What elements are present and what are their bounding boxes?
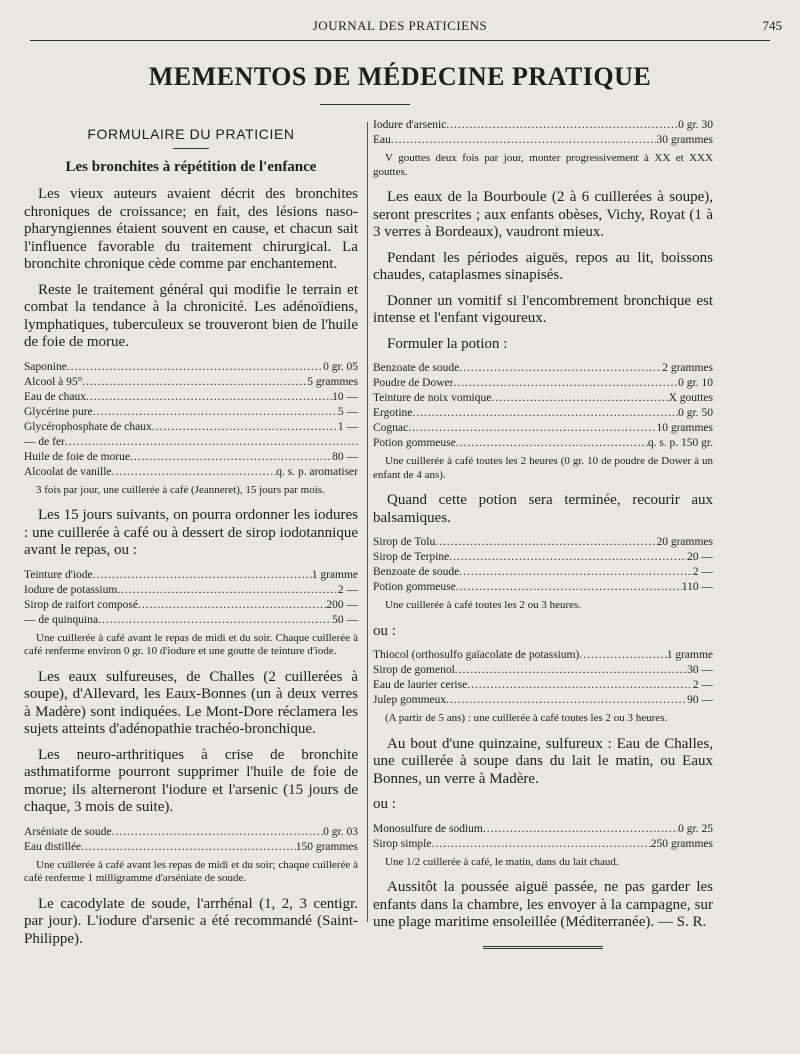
ingredient-quantity: 10 grammes (656, 422, 713, 434)
paragraph: Quand cette potion sera terminée, recourir aux balsamiques. (373, 492, 713, 526)
prescription-line (373, 693, 713, 708)
ingredient-quantity: 0 gr. 30 (678, 119, 713, 131)
header-rule (30, 40, 770, 41)
prescription-line (373, 678, 713, 693)
page-number: 745 (762, 18, 782, 33)
prescription-line (373, 361, 713, 376)
prescription-note: Une 1/2 cuillerée à café, le matin, dans du lait chaud. (385, 855, 619, 868)
ingredient-quantity: 1 — (337, 420, 358, 433)
ingredient-name: Saponine (24, 360, 67, 373)
ingredient-name: Glycérophosphate de chaux (24, 420, 152, 433)
prescription-note: Une cuillerée à café avant le repas de midi et du soir. Chaque cuillerée à café renferme environ 0 gr. 10 d'iodure et une goutte de teinture d'iode. (24, 631, 358, 657)
ingredient-quantity: 20 grammes (656, 536, 713, 548)
leader-dots (579, 648, 666, 663)
paragraph: ou : (373, 796, 396, 812)
ingredient-quantity: 30 — (687, 664, 713, 676)
leader-dots (65, 435, 358, 450)
leader-dots (467, 678, 693, 693)
paragraph: ou : (373, 622, 396, 639)
ingredient-name: Julep gommeux (373, 694, 447, 706)
ingredient-quantity: 0 gr. 25 (678, 822, 713, 835)
leader-dots (456, 436, 648, 451)
prescription-line (373, 406, 713, 421)
leader-dots (130, 450, 332, 465)
paragraph: Donner un vomitif si l'encombrement bronchique est intense et l'enfant vigoureux. (373, 292, 713, 326)
ingredient-quantity: X gouttes (668, 392, 713, 404)
ingredient-name: — de quinquina (24, 613, 99, 626)
prescription-note: Une cuillerée à café avant les repas de midi et du soir; chaque cuillerée à café renferme 1 milligramme d'arséniate de soude. (24, 858, 358, 884)
prescription-line (24, 613, 358, 628)
leader-dots (456, 580, 682, 595)
prescription (24, 360, 358, 480)
prescription-note: (A partir de 5 ans) : une cuillerée à café toutes les 2 ou 3 heures. (385, 712, 668, 724)
column-divider (367, 122, 368, 922)
prescription-line (373, 822, 713, 837)
ingredient-name: Eau de chaux (24, 390, 86, 403)
ingredient-quantity: 90 — (687, 694, 713, 706)
leader-dots (93, 405, 338, 420)
ingredient-name: Thiocol (orthosulfo gaïacolate de potassium) (373, 649, 580, 661)
leader-dots (412, 406, 678, 421)
prescription-line (373, 837, 713, 852)
ingredient-quantity: 0 gr. 50 (678, 407, 713, 419)
leader-dots (483, 822, 678, 837)
ingredient-name: Monosulfure de sodium (373, 822, 483, 835)
end-rule (483, 946, 603, 949)
page-header (0, 18, 800, 38)
ingredient-quantity: 0 gr. 10 (678, 377, 713, 389)
prescription-line (373, 391, 713, 406)
prescription-line (373, 565, 713, 580)
leader-dots (449, 550, 687, 565)
paragraph: Les neuro-arthritiques à crise de bronchite asthmatiforme pourront supprimer l'huile de foie de morue; ils alterneront l'iodure et l'arsenic (15 jours de chaque, 3 mois de suite). (24, 746, 358, 815)
ingredient-quantity: 2 — (337, 583, 358, 596)
ingredient-name: Sirop de gomenol (373, 664, 455, 676)
prescription-line (24, 390, 358, 405)
ingredient-quantity: 5 grammes (307, 375, 358, 388)
leader-dots (459, 565, 693, 580)
ingredient-quantity: 0 gr. 05 (323, 360, 358, 373)
paragraph: Au bout d'une quinzaine, sulfureux : Eau de Challes, une cuillerée à soupe dans du lait le matin, ou Eaux Bonnes, un verre à Madère. (373, 735, 713, 787)
prescription-line (24, 450, 358, 465)
ingredient-quantity: 30 grammes (656, 134, 713, 146)
ingredient-name: Benzoate de soude (373, 362, 460, 374)
section-rule (173, 148, 209, 149)
prescription (373, 822, 713, 852)
prescription-note: Une cuillerée à café toutes les 2 heures (0 gr. 10 de poudre de Dower à un enfant de 4 ans). (373, 455, 713, 481)
prescription-line (24, 435, 358, 450)
prescription-line (24, 568, 358, 583)
prescription-note: Une cuillerée à café toutes les 2 ou 3 heures. (385, 599, 582, 611)
ingredient-name: Eau distillée (24, 840, 82, 853)
paragraph: Les vieux auteurs avaient décrit des bronchites chroniques de croissance; en fait, des lésions naso-pharyngiennes étaient souvent en cause, et chacun sait l'influence favorable du traitement chirurgical. La bronchite chronique cède comme par enchantement. (24, 186, 358, 272)
leader-dots (491, 391, 668, 406)
prescription (24, 568, 358, 628)
paragraph: Pendant les périodes aiguës, repos au lit, boissons chaudes, cataplasmes sinapisés. (373, 249, 713, 283)
prescription-line (24, 840, 358, 855)
ingredient-name: Iodure d'arsenic (373, 119, 447, 131)
leader-dots (459, 361, 662, 376)
title-rule (320, 104, 410, 105)
prescription-line (24, 420, 358, 435)
prescription-line (373, 648, 713, 663)
ingredient-quantity: 200 — (326, 598, 358, 611)
paragraph: Les eaux de la Bourboule (2 à 6 cuillerées à soupe), seront prescrites ; aux enfants obèses, Vichy, Royat (1 à 3 verres à Bordeaux), vaudront mieux. (373, 189, 713, 240)
prescription-line (24, 405, 358, 420)
section-title: FORMULAIRE DU PRATICIEN (87, 126, 295, 142)
leader-dots (435, 535, 656, 550)
prescription-line (24, 360, 358, 375)
ingredient-quantity: 5 — (337, 405, 358, 418)
prescription-line (373, 550, 713, 565)
leader-dots (82, 375, 307, 390)
leader-dots (152, 420, 338, 435)
paragraph: Les eaux sulfureuses, de Challes (2 cuillerées à soupe), d'Allevard, les Eaux-Bonnes (un à deux verres à Madère) sont indiquées. Le Mont-Dore réclamera les sujets atteints d'adénopathie trachéo-bronchique. (24, 668, 358, 737)
ingredient-quantity: 1 gramme (666, 649, 713, 661)
ingredient-name: Cognac (373, 422, 409, 434)
ingredient-quantity: 2 — (692, 679, 713, 691)
right-column (373, 118, 713, 949)
leader-dots (86, 390, 332, 405)
prescription-note: V gouttes deux fois par jour, monter progressivement à XX et XXX gouttes. (373, 152, 713, 178)
leader-dots (67, 360, 323, 375)
prescription-line (373, 376, 713, 391)
ingredient-name: Sirop de Tolu (373, 536, 436, 548)
paragraph: Les 15 jours suivants, on pourra ordonner les iodures : une cuillerée à café ou à dessert de sirop iodotannique avant le repas, ou : (24, 507, 358, 558)
leader-dots (408, 421, 656, 436)
ingredient-quantity: 50 — (332, 613, 358, 626)
ingredient-name: Sirop de raifort composé (24, 598, 139, 611)
paragraph: Formuler la potion : (387, 335, 508, 352)
leader-dots (391, 133, 657, 148)
leader-dots (98, 613, 332, 628)
prescription-line (373, 535, 713, 550)
ingredient-name: Iodure de potassium (24, 583, 118, 596)
paragraph: Le cacodylate de soude, l'arrhénal (1, 2, 3 centigr. par jour). L'iodure d'arsenic a été recommandé (Saint-Philippe). (24, 895, 358, 947)
left-column (24, 118, 358, 956)
ingredient-quantity: 0 gr. 03 (323, 825, 358, 838)
leader-dots (446, 118, 678, 133)
prescription (373, 648, 713, 708)
prescription (373, 361, 713, 451)
prescription (373, 535, 713, 595)
ingredient-quantity: 250 grammes (650, 837, 713, 850)
ingredient-name: Sirop de Terpine (373, 551, 450, 563)
prescription-note: 3 fois par jour, une cuillerée à café (Jeanneret), 15 jours par mois. (36, 483, 325, 496)
prescription-line (24, 583, 358, 598)
ingredient-name: Ergotine (373, 407, 413, 419)
main-title: MEMENTOS DE MÉDECINE PRATIQUE (148, 62, 652, 91)
prescription-line (373, 118, 713, 133)
leader-dots (117, 583, 338, 598)
ingredient-name: Eau de laurier cerise (373, 679, 468, 691)
ingredient-name: Poudre de Dower (373, 377, 454, 389)
ingredient-name: Sirop simple (373, 837, 432, 850)
ingredient-name: Alcool à 95° (24, 375, 83, 388)
prescription-line (373, 663, 713, 678)
ingredient-name: Alcoolat de vanille (24, 465, 112, 478)
prescription-line (24, 825, 358, 840)
ingredient-name: Arséniate de soude (24, 825, 112, 838)
ingredient-name: Potion gommeuse (373, 437, 456, 449)
prescription (24, 825, 358, 855)
ingredient-quantity: 2 — (692, 566, 713, 578)
prescription-line (373, 580, 713, 595)
ingredient-name: Potion gommeuse (373, 581, 456, 593)
prescription-line (373, 133, 713, 148)
leader-dots (81, 840, 296, 855)
leader-dots (453, 376, 678, 391)
paragraph: Aussitôt la poussée aiguë passée, ne pas garder les enfants dans la chambre, les envoyer à la campagne, sur une plage maritime ensoleillée (Méditerranée). — S. R. (373, 879, 713, 930)
ingredient-quantity: q. s. p. 150 gr. (647, 437, 713, 449)
ingredient-name: — de fer (24, 435, 65, 448)
ingredient-name: Huile de foie de morue (24, 450, 131, 463)
ingredient-quantity: 150 grammes (295, 840, 358, 853)
leader-dots (138, 598, 326, 613)
prescription-line (24, 598, 358, 613)
leader-dots (112, 465, 277, 480)
leader-dots (455, 663, 687, 678)
ingredient-name: Teinture de noix vomique (373, 392, 492, 404)
leader-dots (431, 837, 650, 852)
ingredient-name: Eau (373, 134, 391, 146)
ingredient-quantity: 2 grammes (662, 362, 713, 374)
leader-dots (93, 568, 312, 583)
prescription-line (373, 421, 713, 436)
ingredient-quantity: 10 — (332, 390, 358, 403)
ingredient-quantity: q. s. p. aromatiser (276, 465, 358, 478)
ingredient-quantity: 80 — (332, 450, 358, 463)
paragraph: Reste le traitement général qui modifie le terrain et combat la tendance à la chronicité. Les adénoïdiens, lymphatiques, tuberculeux se trouveront bien de l'huile de foie de morue. (24, 281, 358, 350)
prescription-line (24, 375, 358, 390)
prescription-line (24, 465, 358, 480)
ingredient-quantity: 110 — (681, 581, 713, 593)
journal-title: JOURNAL DES PRATICIENS (312, 18, 488, 33)
ingredient-quantity: 20 — (687, 551, 713, 563)
ingredient-name: Glycérine pure (24, 405, 93, 418)
leader-dots (446, 693, 687, 708)
prescription (373, 118, 713, 148)
prescription-line (373, 436, 713, 451)
ingredient-name: Teinture d'iode (24, 568, 93, 581)
leader-dots (112, 825, 324, 840)
article-title: Les bronchites à répétition de l'enfance (65, 159, 317, 175)
ingredient-quantity: 1 gramme (311, 568, 358, 581)
ingredient-name: Benzoate de soude (373, 566, 460, 578)
